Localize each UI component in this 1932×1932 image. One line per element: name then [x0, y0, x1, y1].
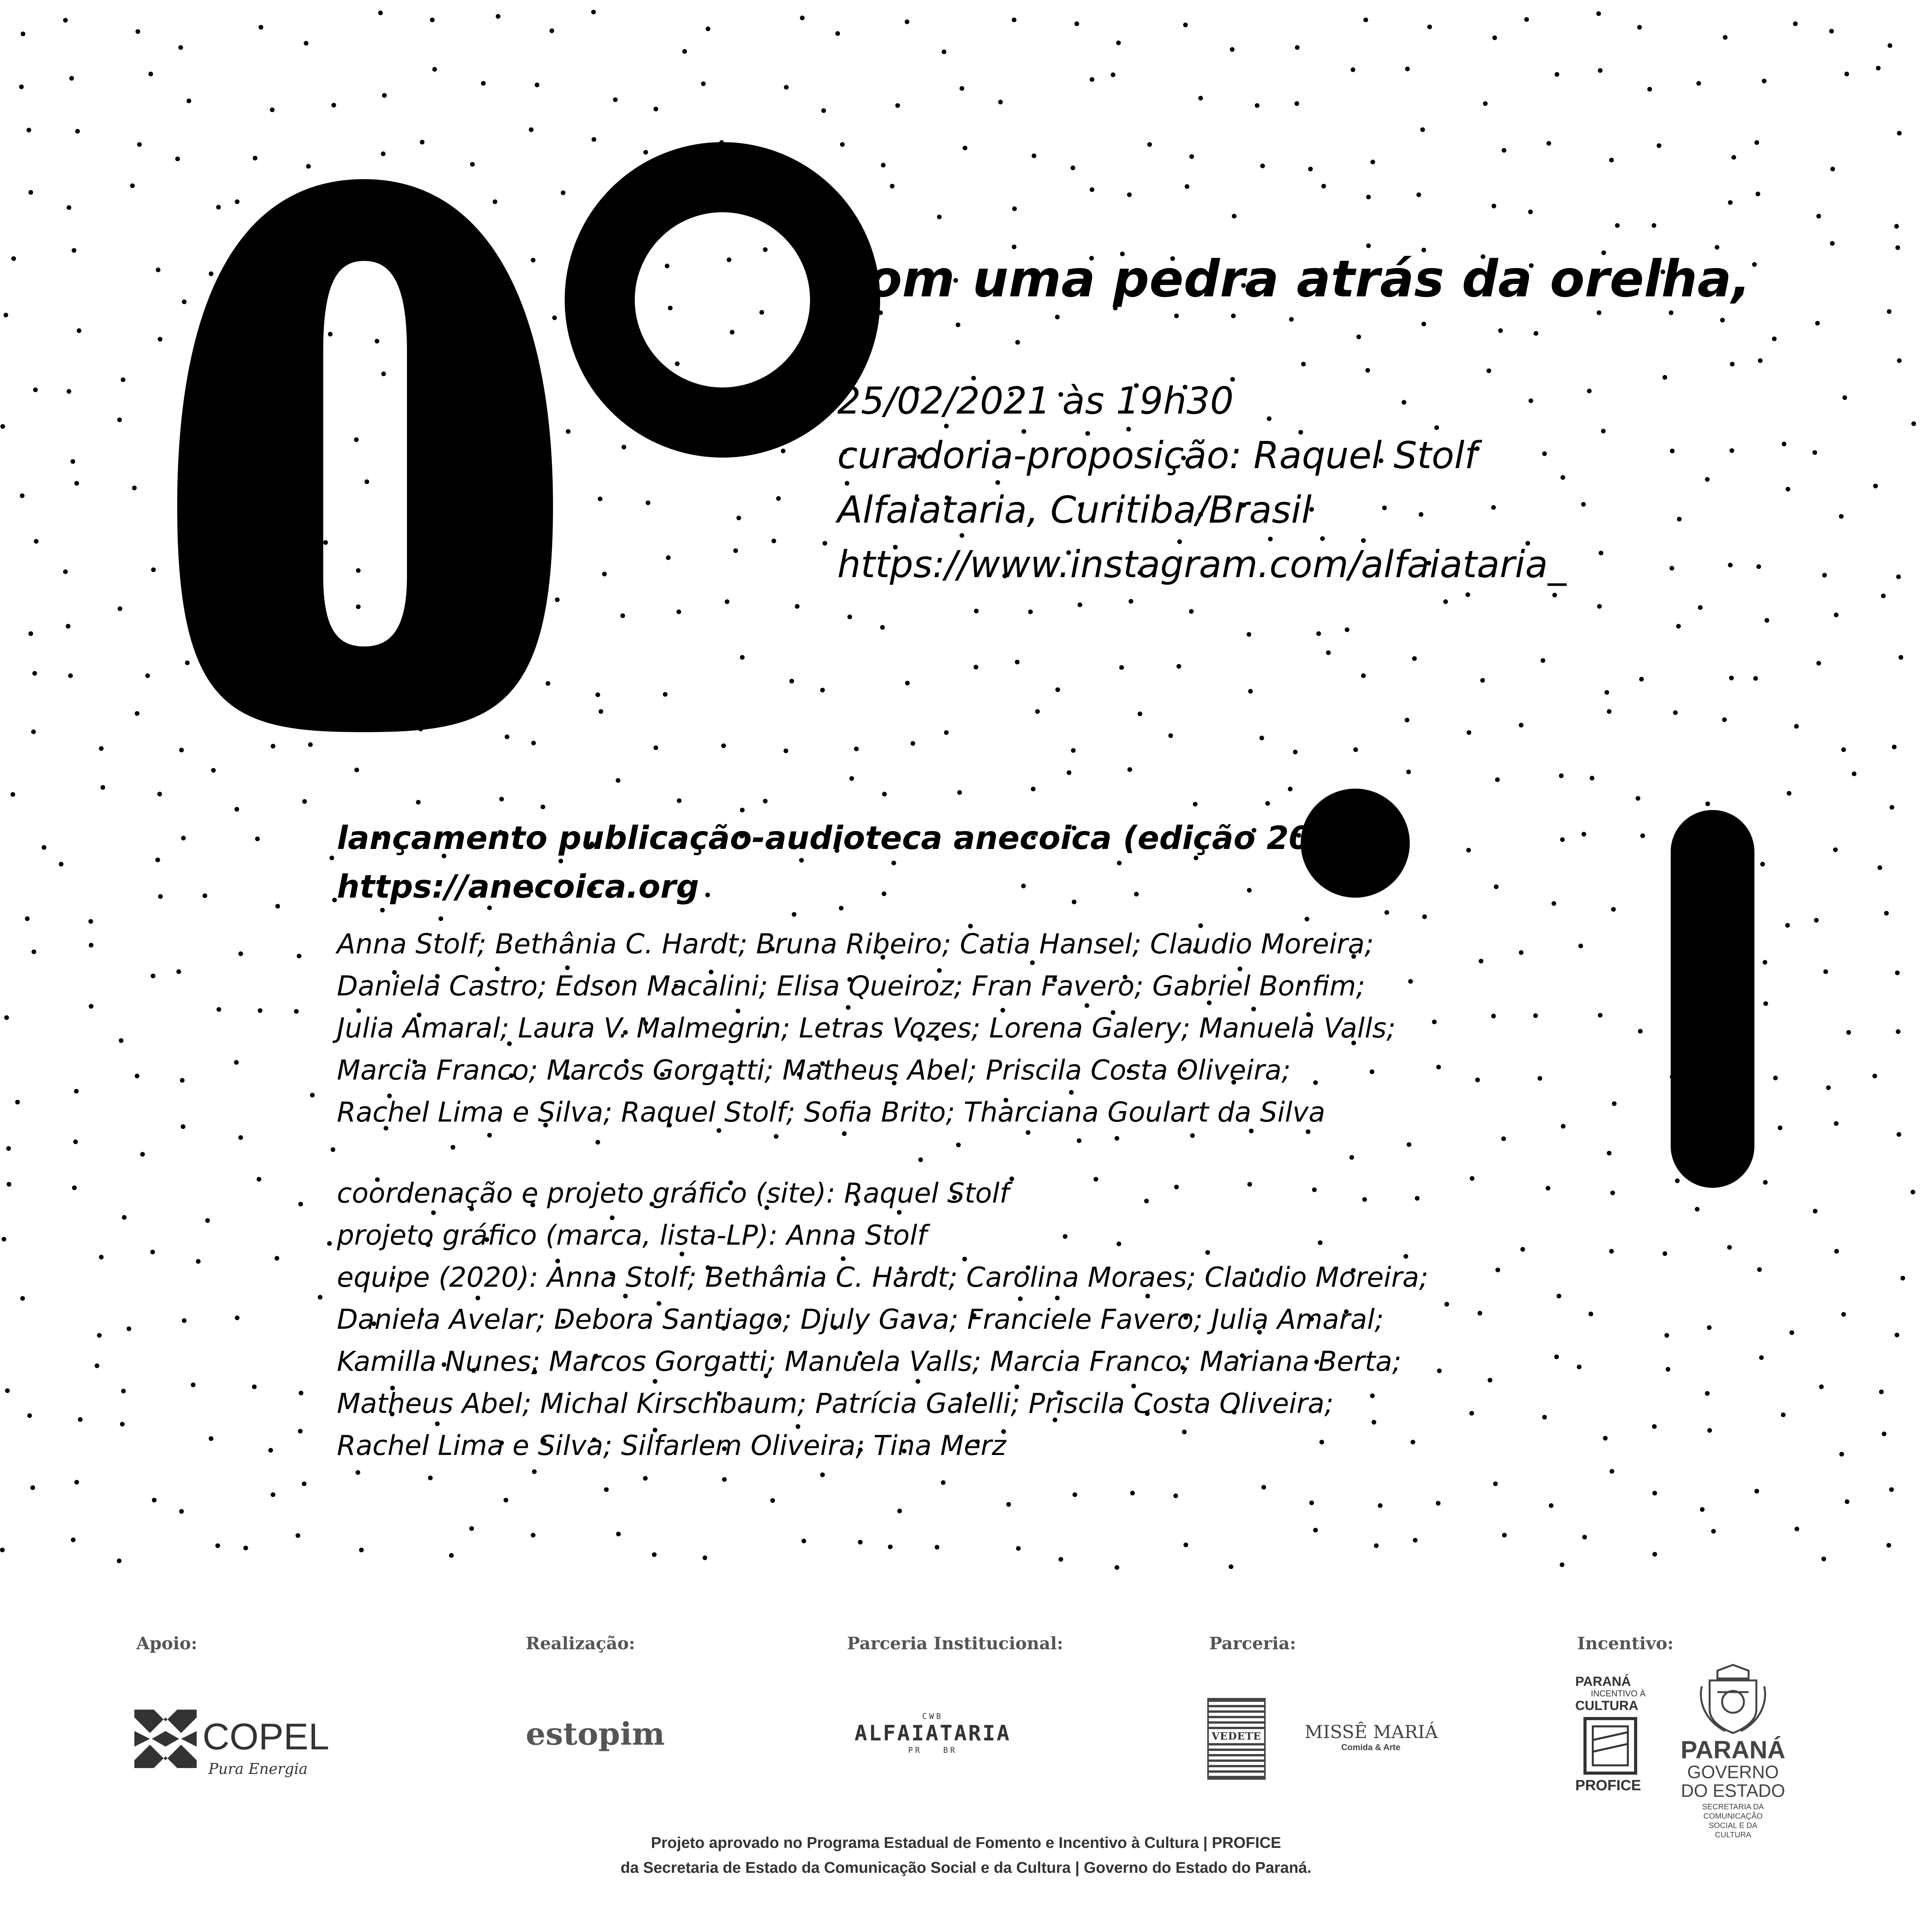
participants-list — [337, 923, 1396, 1133]
credits-line: projeto gráfico (marca, lista-LP): Anna Stolf — [337, 1219, 927, 1251]
degree-ring — [600, 177, 845, 423]
misse-maria-tagline: Comida & Arte — [1341, 1742, 1400, 1752]
governo-name: PARANÁ — [1680, 1736, 1786, 1764]
parceria-institucional-label: Parceria Institucional: — [847, 1634, 1064, 1654]
profice-name: PROFICE — [1575, 1777, 1641, 1794]
copel-tagline: Pura Energia — [208, 1760, 308, 1777]
incentivo-label: Incentivo: — [1577, 1634, 1674, 1654]
participants-line: Anna Stolf; Bethânia C. Hardt; Bruna Ribeiro; Catia Hansel; Claudio Moreira; — [337, 928, 1374, 960]
copel-logo — [134, 1706, 337, 1784]
profice-line1: PARANÁ — [1575, 1674, 1631, 1689]
copel-mark-icon — [134, 1710, 197, 1768]
event-curator: curadoria-proposição: Raquel Stolf — [837, 434, 1478, 477]
realizacao-label: Realização: — [526, 1634, 635, 1654]
profice-logo — [1575, 1675, 1653, 1794]
vedete-logo — [1207, 1698, 1266, 1780]
governo-line5: SOCIAL E DA — [1708, 1821, 1758, 1830]
apoio-label: Apoio: — [136, 1634, 197, 1654]
misse-maria-logo — [1305, 1721, 1437, 1752]
alfaiataria-bottom: PR BR — [908, 1745, 958, 1755]
alfaiataria-top: CWB — [922, 1712, 944, 1721]
profice-line2: INCENTIVO À — [1591, 1689, 1646, 1698]
footer-line: Projeto aprovado no Programa Estadual de Fomento e Incentivo à Cultura | PROFICE — [651, 1834, 1281, 1851]
event-link[interactable]: https://www.instagram.com/alfaiataria_ — [837, 543, 1567, 586]
profice-line3: CULTURA — [1575, 1698, 1638, 1713]
black-bar — [1671, 810, 1754, 1188]
credits-line: Rachel Lima e Silva; Silfarlem Oliveira; Tina Merz — [337, 1430, 1006, 1462]
publication-link[interactable]: https://anecoica.org — [337, 868, 699, 905]
credits-line: Matheus Abel; Michal Kirschbaum; Patrícia Galelli; Priscila Costa Oliveira; — [337, 1388, 1334, 1420]
governo-line4: COMUNICAÇÃO — [1703, 1812, 1763, 1821]
publication-header — [337, 814, 1370, 911]
governo-line2: DO ESTADO — [1681, 1781, 1785, 1801]
event-info — [837, 374, 1566, 592]
credits-line: equipe (2020): Anna Stolf; Bethânia C. Hardt; Carolina Moraes; Claudio Moreira; — [337, 1261, 1428, 1293]
participants-line: Julia Amaral; Laura V. Malmegrin; Letras Vozes; Lorena Galery; Manuela Valls; — [337, 1012, 1396, 1044]
event-date: 25/02/2021 às 19h30 — [837, 380, 1234, 423]
alfaiataria-logo — [847, 1712, 1018, 1755]
parceria-label: Parceria: — [1209, 1634, 1296, 1654]
profice-frame-icon — [1583, 1717, 1638, 1775]
credits-line: Kamilla Nunes; Marcos Gorgatti; Manuela Valls; Marcia Franco; Mariana Berta; — [337, 1346, 1402, 1377]
estopim-logo: estopim — [526, 1715, 665, 1752]
copel-name: COPEL — [203, 1716, 329, 1758]
vedete-name: VEDETE — [1209, 1731, 1264, 1742]
parana-coat-of-arms-icon — [1694, 1663, 1772, 1737]
governo-parana-logo — [1675, 1663, 1791, 1840]
footer-note — [0, 1830, 1932, 1880]
participants-line: Marcia Franco; Marcos Gorgatti; Matheus Abel; Priscila Costa Oliveira; — [337, 1054, 1291, 1086]
participants-line: Rachel Lima e Silva; Raquel Stolf; Sofia Brito; Tharciana Goulart da Silva — [337, 1096, 1326, 1128]
participants-line: Daniela Castro; Edson Macalini; Elisa Queiroz; Fran Favero; Gabriel Bonfim; — [337, 970, 1365, 1002]
misse-maria-name: MISSÊ MARIÁ — [1305, 1721, 1438, 1742]
governo-line1: GOVERNO — [1687, 1762, 1779, 1782]
alfaiataria-name: ALFAIATARIA — [854, 1721, 1011, 1745]
publication-title: lançamento publicação-audioteca anecoica (edição 2020) — [337, 820, 1370, 857]
event-title: com uma pedra atrás da orelha, — [837, 249, 1751, 308]
credits-line: coordenação e projeto gráfico (site): Raquel Stolf — [337, 1177, 1009, 1209]
event-place: Alfaiataria, Curitiba/Brasil — [837, 489, 1312, 532]
credits-line: Daniela Avelar; Debora Santiago; Djuly Gava; Franciele Favero; Julia Amaral; — [337, 1303, 1384, 1335]
credits-list — [337, 1172, 1428, 1467]
big-zero-glyph — [177, 179, 553, 732]
governo-line6: CULTURA — [1715, 1831, 1751, 1839]
footer-line: da Secretaria de Estado da Comunicação Social e da Cultura | Governo do Estado do Paraná. — [620, 1859, 1312, 1876]
governo-line3: SECRETARIA DA — [1702, 1803, 1764, 1811]
